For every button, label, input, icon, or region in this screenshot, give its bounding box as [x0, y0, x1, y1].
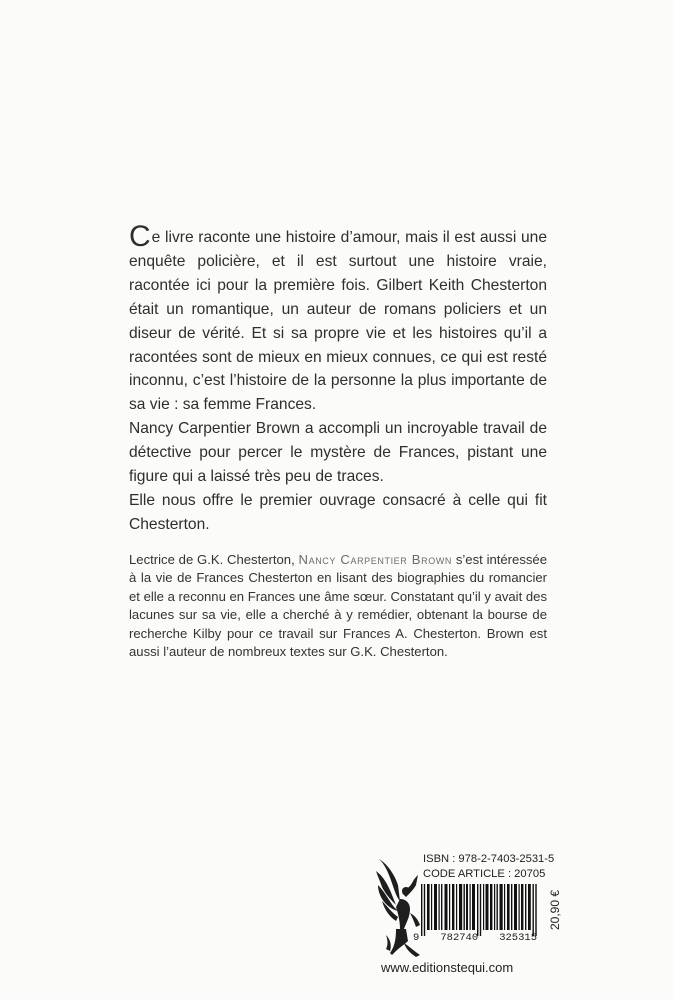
- blurb-paragraph-3: Elle nous offre le premier ouvrage consacré à celle qui fit Chesterton.: [129, 491, 547, 533]
- isbn-block: [423, 852, 554, 881]
- blurb-paragraph-1: [129, 220, 547, 417]
- barcode-icon: [421, 884, 537, 936]
- code-article: CODE ARTICLE : 20705: [423, 867, 546, 880]
- barcode-digit-group-2: 325315: [499, 932, 537, 944]
- barcode-digit-group-1: 782740: [440, 932, 479, 944]
- bio-intro: Lectrice de G.K. Chesterton,: [129, 552, 299, 567]
- barcode-digit-prefix: 9: [413, 932, 420, 944]
- blurb-paragraph-2: Nancy Carpentier Brown a accompli un incroyable travail de détective pour percer le mystère de Frances, pistant une figure qui a laissé très peu de traces.: [129, 420, 547, 486]
- publisher-website: www.editionstequi.com: [381, 960, 514, 975]
- author-bio: [129, 551, 547, 661]
- drop-cap: C: [129, 220, 151, 253]
- author-name: Nancy Carpentier Brown: [298, 552, 453, 567]
- bio-body: s’est intéressée à la vie de Frances Chesterton en lisant des biographies du romancier et elle a reconnu en Frances une âme sœur. Constatant qu’il y avait des lacunes sur sa vie, elle a cherché à y remédier, obtenant la bourse de recherche Kilby pour ce travail sur Frances A. Chesterton. Brown est aussi l’auteur de nombreux textes sur G.K. Chesterton.: [129, 552, 547, 660]
- author-bio-paragraph: [129, 551, 547, 661]
- price: 20,90 €: [548, 889, 562, 930]
- blurb-text: [129, 220, 547, 537]
- barcode-digits: [413, 932, 537, 944]
- blurb-paragraph-1-text: e livre raconte une histoire d’amour, mais il est aussi une enquête policière, et il est surtout une histoire vraie, racontée ici pour la première fois. Gilbert Keith Chesterton était un romantique, un auteur de romans policiers et un diseur de vérité. Et si sa propre vie et les histoires qu’il a racontées sont de mieux en mieux connues, ce qui est resté inconnu, c’est l’histoire de la personne la plus importante de sa vie : sa femme Frances.: [129, 229, 547, 414]
- isbn-number: ISBN : 978-2-7403-2531-5: [423, 853, 555, 865]
